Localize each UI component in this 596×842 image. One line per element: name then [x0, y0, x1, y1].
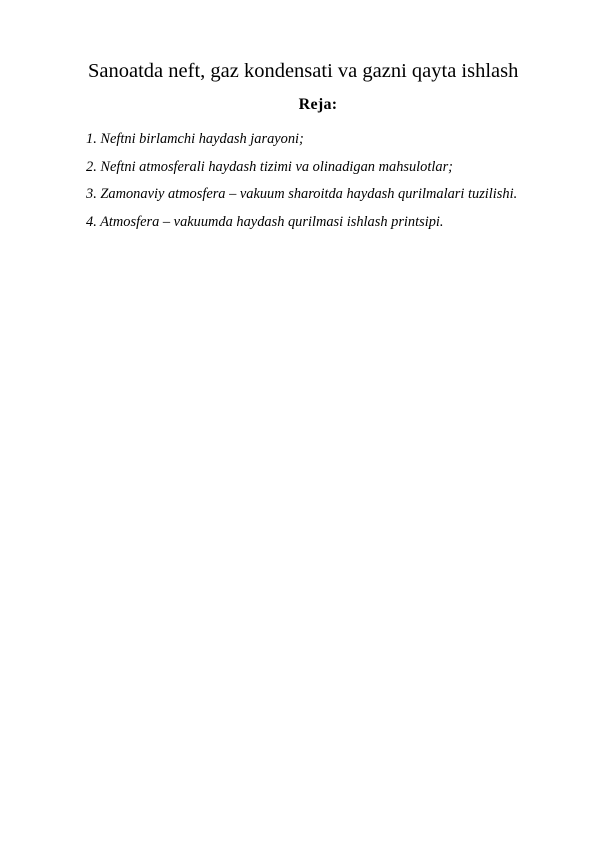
plan-item-1: 1. Neftni birlamchi haydash jarayoni; [86, 131, 304, 147]
document-title: Sanoatda neft, gaz kondensati va gazni qayta ishlash [88, 60, 519, 82]
plan-heading: Reja: [298, 96, 338, 113]
plan-list [86, 126, 526, 236]
plan-item-4: 4. Atmosfera – vakuumda haydash qurilmasi ishlash printsipi. [86, 213, 444, 230]
plan-item-2: 2. Neftni atmosferali haydash tizimi va olinadigan mahsulotlar; [86, 158, 453, 175]
plan-item-3: 3. Zamonaviy atmosfera – vakuum sharoitda haydash qurilmalari tuzilishi. [86, 186, 518, 202]
